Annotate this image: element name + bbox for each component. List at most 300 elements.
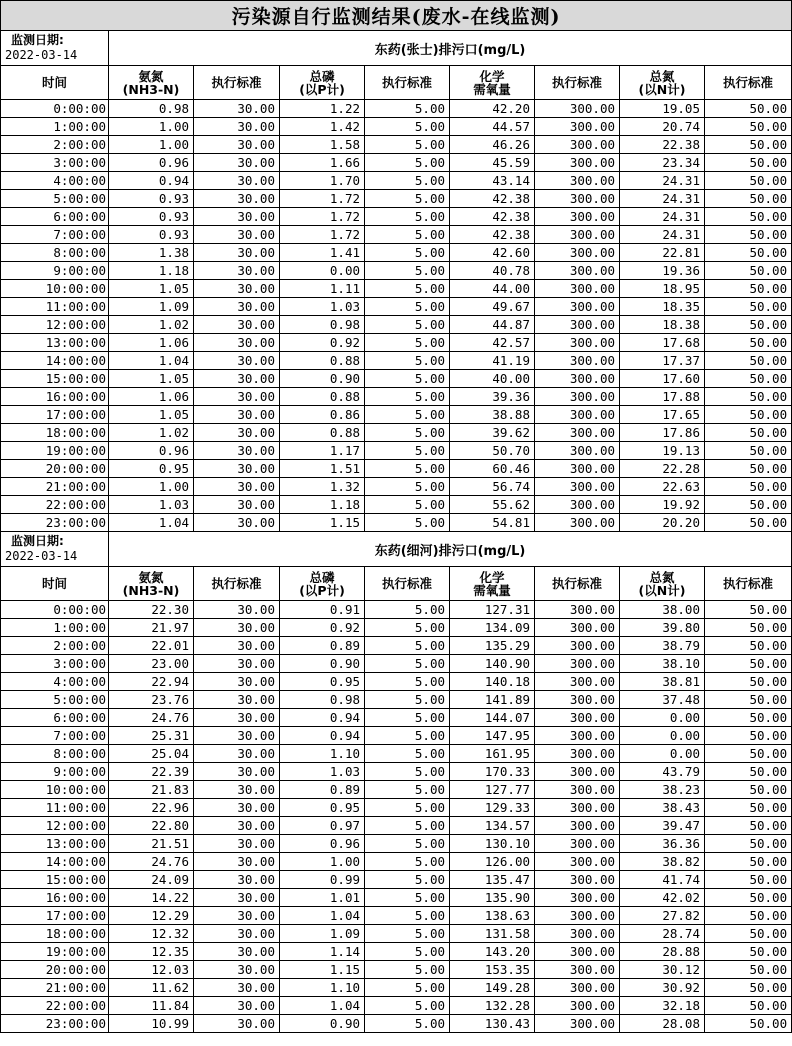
tp-standard: 5.00 [365,835,450,853]
time-cell: 10:00:00 [1,280,109,298]
tn-value: 38.79 [620,637,705,655]
time-cell: 3:00:00 [1,154,109,172]
time-cell: 11:00:00 [1,298,109,316]
nh3n-standard: 30.00 [194,424,280,442]
table-row [1,172,792,190]
time-cell: 1:00:00 [1,118,109,136]
cod-standard: 300.00 [535,763,620,781]
time-cell: 0:00:00 [1,601,109,619]
nh3n-value: 1.06 [109,388,194,406]
header-standard: 执行标准 [705,567,792,601]
title-row [1,1,792,31]
cod-value: 41.19 [450,352,535,370]
header-cod [450,567,535,601]
tp-value: 0.88 [280,352,365,370]
tn-standard: 50.00 [705,727,792,745]
table-row [1,442,792,460]
tp-value: 1.04 [280,997,365,1015]
tp-value: 1.22 [280,100,365,118]
table-row [1,316,792,334]
tp-value: 1.18 [280,496,365,514]
tn-standard: 50.00 [705,208,792,226]
header-standard: 执行标准 [365,567,450,601]
tp-value: 1.58 [280,136,365,154]
tp-value: 1.09 [280,925,365,943]
nh3n-standard: 30.00 [194,496,280,514]
nh3n-value: 1.00 [109,136,194,154]
tn-value: 22.28 [620,460,705,478]
monitoring-date-value: 2022-03-14 [5,48,78,62]
cod-value: 134.57 [450,817,535,835]
monitoring-date-label: 监测日期: [11,33,64,47]
nh3n-value: 23.76 [109,691,194,709]
tp-standard: 5.00 [365,727,450,745]
nh3n-standard: 30.00 [194,298,280,316]
tn-standard: 50.00 [705,961,792,979]
cod-value: 55.62 [450,496,535,514]
cod-value: 40.78 [450,262,535,280]
header-total-nitrogen [620,567,705,601]
cod-value: 131.58 [450,925,535,943]
nh3n-value: 21.83 [109,781,194,799]
tn-value: 17.68 [620,334,705,352]
cod-value: 129.33 [450,799,535,817]
outlet-name: 东药(张士)排污口(mg/L) [109,31,792,66]
cod-value: 42.38 [450,208,535,226]
tp-value: 0.98 [280,316,365,334]
nh3n-value: 21.97 [109,619,194,637]
tn-value: 0.00 [620,709,705,727]
table-row [1,637,792,655]
cod-value: 42.38 [450,226,535,244]
report-title: 污染源自行监测结果(废水-在线监测) [1,1,792,31]
cod-value: 153.35 [450,961,535,979]
tn-value: 38.82 [620,853,705,871]
nh3n-value: 22.96 [109,799,194,817]
header-total-phosphorus [280,66,365,100]
time-cell: 17:00:00 [1,907,109,925]
cod-standard: 300.00 [535,601,620,619]
tp-value: 0.94 [280,727,365,745]
cod-value: 130.10 [450,835,535,853]
nh3n-value: 0.93 [109,226,194,244]
tn-value: 0.00 [620,745,705,763]
cod-value: 42.38 [450,190,535,208]
header-total-nitrogen-line2: (以N计) [638,582,686,598]
tp-value: 0.92 [280,334,365,352]
time-cell: 17:00:00 [1,406,109,424]
tp-standard: 5.00 [365,673,450,691]
tn-standard: 50.00 [705,406,792,424]
tp-standard: 5.00 [365,853,450,871]
header-total-phosphorus-line2: (以P计) [299,582,345,598]
cod-standard: 300.00 [535,979,620,997]
tn-standard: 50.00 [705,118,792,136]
nh3n-standard: 30.00 [194,979,280,997]
cod-value: 144.07 [450,709,535,727]
tp-value: 0.89 [280,637,365,655]
nh3n-standard: 30.00 [194,817,280,835]
time-cell: 12:00:00 [1,316,109,334]
nh3n-value: 0.93 [109,190,194,208]
cod-standard: 300.00 [535,190,620,208]
nh3n-value: 25.31 [109,727,194,745]
monitoring-date-label: 监测日期: [11,534,64,548]
time-cell: 10:00:00 [1,781,109,799]
nh3n-standard: 30.00 [194,637,280,655]
tn-standard: 50.00 [705,799,792,817]
nh3n-value: 24.76 [109,853,194,871]
tn-value: 22.81 [620,244,705,262]
nh3n-standard: 30.00 [194,226,280,244]
cod-standard: 300.00 [535,370,620,388]
tp-standard: 5.00 [365,262,450,280]
tn-standard: 50.00 [705,496,792,514]
tn-value: 32.18 [620,997,705,1015]
nh3n-standard: 30.00 [194,961,280,979]
header-total-nitrogen-line2: (以N计) [638,81,686,97]
nh3n-value: 1.02 [109,316,194,334]
table-row [1,100,792,118]
tn-standard: 50.00 [705,601,792,619]
tn-standard: 50.00 [705,334,792,352]
table-row [1,817,792,835]
tp-standard: 5.00 [365,352,450,370]
nh3n-standard: 30.00 [194,208,280,226]
tn-standard: 50.00 [705,907,792,925]
time-cell: 15:00:00 [1,370,109,388]
cod-value: 127.31 [450,601,535,619]
time-cell: 2:00:00 [1,136,109,154]
monitoring-date [1,31,109,66]
tn-value: 23.34 [620,154,705,172]
tn-standard: 50.00 [705,226,792,244]
tp-standard: 5.00 [365,118,450,136]
tp-value: 1.00 [280,853,365,871]
nh3n-value: 12.03 [109,961,194,979]
table-row [1,478,792,496]
header-standard: 执行标准 [194,567,280,601]
tn-value: 24.31 [620,190,705,208]
tn-value: 19.05 [620,100,705,118]
table-row [1,262,792,280]
cod-value: 46.26 [450,136,535,154]
tn-value: 17.86 [620,424,705,442]
nh3n-value: 1.18 [109,262,194,280]
tn-value: 39.47 [620,817,705,835]
time-cell: 19:00:00 [1,943,109,961]
nh3n-value: 1.09 [109,298,194,316]
header-total-nitrogen-line1: 总氮 [649,569,675,585]
cod-standard: 300.00 [535,727,620,745]
tn-value: 38.10 [620,655,705,673]
tp-value: 0.92 [280,619,365,637]
tn-standard: 50.00 [705,280,792,298]
cod-standard: 300.00 [535,496,620,514]
tn-standard: 50.00 [705,673,792,691]
tn-standard: 50.00 [705,853,792,871]
tn-value: 19.13 [620,442,705,460]
time-cell: 21:00:00 [1,979,109,997]
time-cell: 7:00:00 [1,727,109,745]
cod-value: 161.95 [450,745,535,763]
time-cell: 8:00:00 [1,244,109,262]
tn-standard: 50.00 [705,925,792,943]
tn-standard: 50.00 [705,442,792,460]
cod-standard: 300.00 [535,745,620,763]
nh3n-value: 1.04 [109,352,194,370]
table-row [1,424,792,442]
tp-value: 1.70 [280,172,365,190]
cod-value: 135.47 [450,871,535,889]
table-row [1,460,792,478]
tn-value: 18.35 [620,298,705,316]
tn-value: 24.31 [620,172,705,190]
cod-standard: 300.00 [535,118,620,136]
nh3n-standard: 30.00 [194,943,280,961]
tp-standard: 5.00 [365,691,450,709]
nh3n-standard: 30.00 [194,136,280,154]
time-cell: 6:00:00 [1,709,109,727]
tp-standard: 5.00 [365,424,450,442]
cod-value: 130.43 [450,1015,535,1033]
nh3n-standard: 30.00 [194,100,280,118]
tp-standard: 5.00 [365,997,450,1015]
nh3n-standard: 30.00 [194,172,280,190]
header-total-nitrogen-line1: 总氮 [649,68,675,84]
time-cell: 22:00:00 [1,997,109,1015]
tn-value: 43.79 [620,763,705,781]
time-cell: 5:00:00 [1,190,109,208]
table-row [1,190,792,208]
cod-standard: 300.00 [535,514,620,532]
header-standard: 执行标准 [535,66,620,100]
cod-value: 141.89 [450,691,535,709]
table-row [1,280,792,298]
tn-value: 28.74 [620,925,705,943]
nh3n-standard: 30.00 [194,442,280,460]
tn-standard: 50.00 [705,172,792,190]
time-cell: 11:00:00 [1,799,109,817]
tp-standard: 5.00 [365,370,450,388]
nh3n-standard: 30.00 [194,691,280,709]
tn-standard: 50.00 [705,943,792,961]
nh3n-standard: 30.00 [194,709,280,727]
tn-standard: 50.00 [705,745,792,763]
column-header-row [1,567,792,601]
cod-value: 149.28 [450,979,535,997]
nh3n-standard: 30.00 [194,835,280,853]
cod-standard: 300.00 [535,334,620,352]
cod-value: 40.00 [450,370,535,388]
tp-standard: 5.00 [365,460,450,478]
table-row [1,136,792,154]
cod-standard: 300.00 [535,907,620,925]
header-total-phosphorus-line2: (以P计) [299,81,345,97]
header-nh3n [109,567,194,601]
cod-value: 50.70 [450,442,535,460]
table-row [1,619,792,637]
tp-standard: 5.00 [365,1015,450,1033]
time-cell: 5:00:00 [1,691,109,709]
tp-standard: 5.00 [365,316,450,334]
tp-standard: 5.00 [365,172,450,190]
nh3n-value: 0.98 [109,100,194,118]
tn-value: 18.38 [620,316,705,334]
tp-value: 0.86 [280,406,365,424]
tn-standard: 50.00 [705,100,792,118]
cod-standard: 300.00 [535,478,620,496]
cod-standard: 300.00 [535,100,620,118]
table-row [1,601,792,619]
cod-standard: 300.00 [535,961,620,979]
time-cell: 23:00:00 [1,1015,109,1033]
time-cell: 18:00:00 [1,925,109,943]
tp-value: 1.32 [280,478,365,496]
cod-standard: 300.00 [535,871,620,889]
nh3n-standard: 30.00 [194,781,280,799]
nh3n-standard: 30.00 [194,889,280,907]
nh3n-standard: 30.00 [194,334,280,352]
tn-value: 38.00 [620,601,705,619]
tn-standard: 50.00 [705,997,792,1015]
cod-standard: 300.00 [535,925,620,943]
tp-standard: 5.00 [365,961,450,979]
tn-value: 18.95 [620,280,705,298]
nh3n-value: 0.94 [109,172,194,190]
tp-value: 0.91 [280,601,365,619]
nh3n-value: 1.03 [109,496,194,514]
table-row [1,799,792,817]
tn-value: 17.60 [620,370,705,388]
nh3n-value: 11.62 [109,979,194,997]
table-row [1,1015,792,1033]
tp-standard: 5.00 [365,298,450,316]
tp-value: 1.41 [280,244,365,262]
tn-standard: 50.00 [705,154,792,172]
tp-standard: 5.00 [365,280,450,298]
tn-value: 37.48 [620,691,705,709]
header-standard: 执行标准 [705,66,792,100]
nh3n-value: 22.39 [109,763,194,781]
table-row [1,388,792,406]
nh3n-standard: 30.00 [194,406,280,424]
time-cell: 8:00:00 [1,745,109,763]
tn-value: 19.36 [620,262,705,280]
cod-standard: 300.00 [535,136,620,154]
header-cod-line1: 化学 [479,569,505,585]
nh3n-standard: 30.00 [194,388,280,406]
tn-value: 20.20 [620,514,705,532]
tn-standard: 50.00 [705,835,792,853]
header-total-nitrogen [620,66,705,100]
nh3n-standard: 30.00 [194,799,280,817]
time-cell: 20:00:00 [1,961,109,979]
tp-standard: 5.00 [365,388,450,406]
tn-standard: 50.00 [705,979,792,997]
cod-value: 43.14 [450,172,535,190]
tp-value: 0.95 [280,799,365,817]
table-row [1,961,792,979]
time-cell: 23:00:00 [1,514,109,532]
time-cell: 21:00:00 [1,478,109,496]
tp-value: 1.11 [280,280,365,298]
nh3n-standard: 30.00 [194,619,280,637]
tn-standard: 50.00 [705,298,792,316]
tp-standard: 5.00 [365,709,450,727]
tn-standard: 50.00 [705,352,792,370]
tp-value: 1.51 [280,460,365,478]
nh3n-value: 24.09 [109,871,194,889]
tp-value: 0.00 [280,262,365,280]
tp-standard: 5.00 [365,334,450,352]
cod-value: 38.88 [450,406,535,424]
time-cell: 4:00:00 [1,673,109,691]
tn-value: 42.02 [620,889,705,907]
tp-standard: 5.00 [365,619,450,637]
header-nh3n-line2: (NH3-N) [122,582,180,598]
header-cod [450,66,535,100]
cod-value: 44.87 [450,316,535,334]
cod-standard: 300.00 [535,244,620,262]
header-total-phosphorus-line1: 总磷 [309,68,335,84]
tn-standard: 50.00 [705,871,792,889]
table-row [1,691,792,709]
table-row [1,118,792,136]
time-cell: 4:00:00 [1,172,109,190]
tp-value: 0.90 [280,655,365,673]
cod-value: 45.59 [450,154,535,172]
nh3n-standard: 30.00 [194,673,280,691]
nh3n-value: 22.30 [109,601,194,619]
tn-value: 22.38 [620,136,705,154]
column-header-row [1,66,792,100]
cod-standard: 300.00 [535,637,620,655]
cod-standard: 300.00 [535,943,620,961]
nh3n-standard: 30.00 [194,190,280,208]
nh3n-standard: 30.00 [194,316,280,334]
tn-value: 36.36 [620,835,705,853]
tp-value: 1.15 [280,514,365,532]
nh3n-value: 21.51 [109,835,194,853]
tp-value: 1.72 [280,226,365,244]
tp-value: 1.14 [280,943,365,961]
tp-value: 1.03 [280,298,365,316]
table-row [1,763,792,781]
tn-standard: 50.00 [705,262,792,280]
cod-standard: 300.00 [535,388,620,406]
tn-standard: 50.00 [705,316,792,334]
tp-standard: 5.00 [365,817,450,835]
tp-value: 1.72 [280,208,365,226]
nh3n-standard: 30.00 [194,655,280,673]
tn-standard: 50.00 [705,655,792,673]
table-row [1,352,792,370]
nh3n-standard: 30.00 [194,460,280,478]
time-cell: 9:00:00 [1,262,109,280]
tp-value: 1.17 [280,442,365,460]
tp-standard: 5.00 [365,655,450,673]
cod-value: 132.28 [450,997,535,1015]
outlet-name: 东药(细河)排污口(mg/L) [109,532,792,567]
tn-standard: 50.00 [705,763,792,781]
table-row [1,943,792,961]
nh3n-value: 1.06 [109,334,194,352]
table-row [1,496,792,514]
time-cell: 16:00:00 [1,889,109,907]
table-row [1,208,792,226]
nh3n-value: 25.04 [109,745,194,763]
